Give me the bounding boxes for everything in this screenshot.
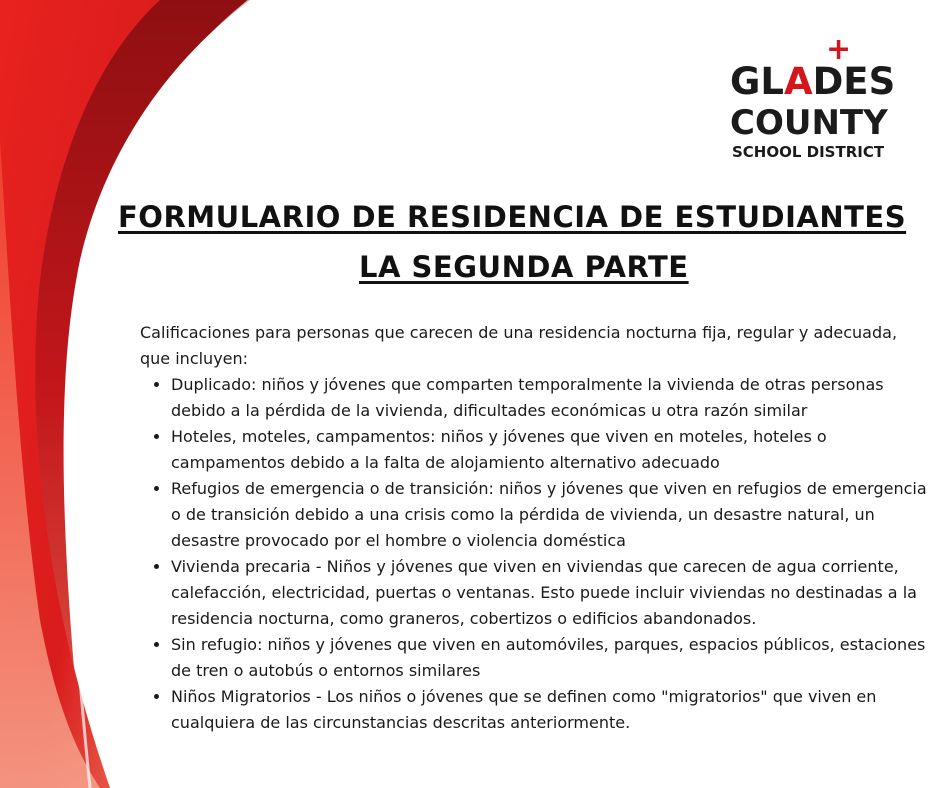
list-item: • Vivienda precaria - Niños y jóvenes que viven en viviendas que carecen de agua corriente, calefacción, electricidad, puertas o ventanas. Esto puede incluir viviendas no destinadas a la residencia nocturna, como graneros, cobertizos o edificios abandonados. [171, 554, 930, 632]
glades-county-logo [730, 30, 910, 170]
logo-line1 [730, 62, 895, 102]
list-item: • Hoteles, moteles, campamentos: niños y jóvenes que viven en moteles, hoteles o campamentos debido a la falta de alojamiento alternativo adecuado [171, 424, 930, 476]
list-item: • Sin refugio: niños y jóvenes que viven en automóviles, parques, espacios públicos, estaciones de tren o autobús o entornos similares [171, 632, 930, 684]
list-item: • Niños Migratorios - Los niños o jóvenes que se definen como "migratorios" que viven en cualquiera de las circunstancias descritas anteriormente. [171, 684, 930, 736]
list-item: • Duplicado: niños y jóvenes que comparten temporalmente la vivienda de otras personas debido a la pérdida de la vivienda, dificultades económicas u otra razón similar [171, 372, 930, 424]
logo-text-des: DES [812, 60, 896, 103]
page-subtitle: LA SEGUNDA PARTE [359, 250, 689, 284]
page-title: FORMULARIO DE RESIDENCIA DE ESTUDIANTES [118, 200, 907, 234]
list-item: • Refugios de emergencia o de transición: niños y jóvenes que viven en refugios de emergencia o de transición debido a una crisis como la pérdida de vivienda, un desastre natural, un desastre provocado por el hombre o violencia doméstica [171, 476, 930, 554]
document-body [140, 320, 930, 736]
logo-text-gl: GL [730, 60, 784, 103]
logo-line2: COUNTY [730, 103, 888, 143]
logo-plus: + [826, 32, 852, 67]
qualification-list [140, 372, 930, 736]
logo-letter-a: A [783, 60, 813, 103]
logo-line3: SCHOOL DISTRICT [732, 143, 885, 161]
intro-text: Calificaciones para personas que carecen de una residencia nocturna fija, regular y adecuada, que incluyen: [140, 323, 898, 368]
